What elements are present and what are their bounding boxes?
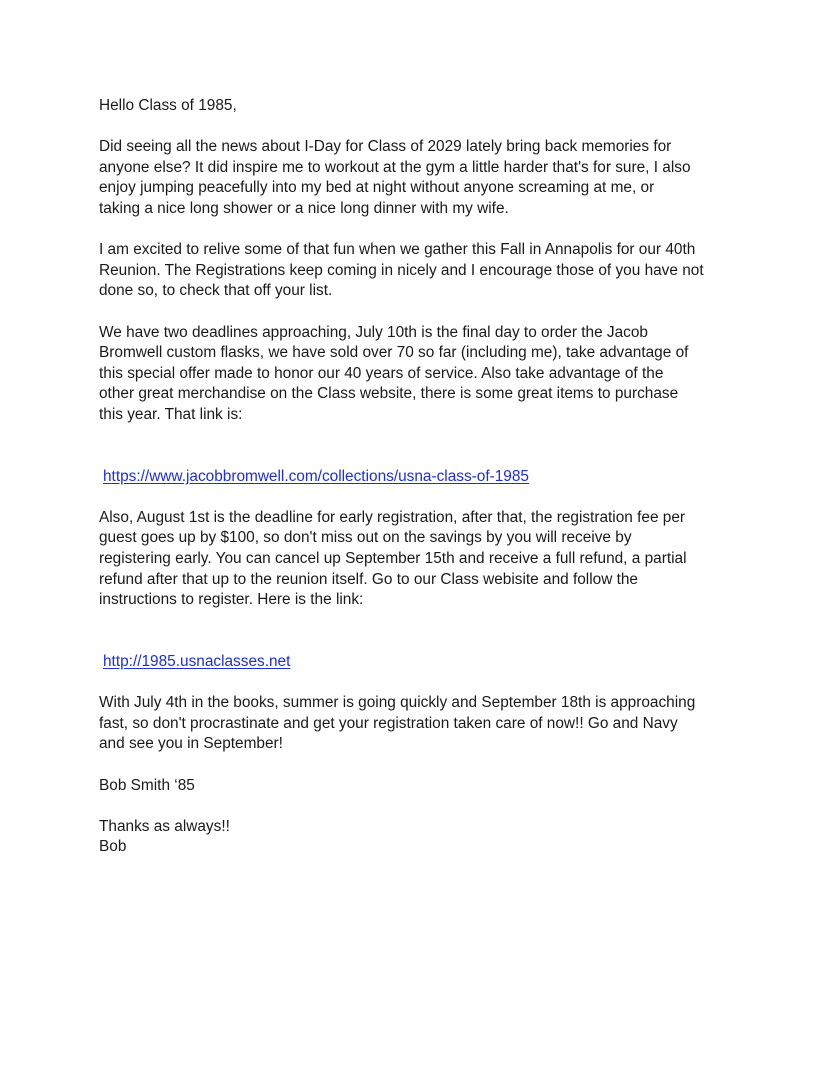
paragraph-deadlines: We have two deadlines approaching, July 10th is the final day to order the Jacob Bromwell custom flasks, we have sold over 70 so far (including me), take advantage of this special offer made to honor our 40 years of service. Also take advantage of the other great merchandise on the Class website, there is some great items to purchase this year. That link is:: [99, 323, 689, 423]
letter-body: [99, 96, 739, 858]
class-website-link[interactable]: http://1985.usnaclasses.net: [103, 653, 291, 671]
signature: Bob Smith ‘85: [99, 776, 195, 794]
merchandise-link[interactable]: https://www.jacobbromwell.com/collections/usna-class-of-1985: [103, 467, 529, 485]
paragraph-closing-remarks: With July 4th in the books, summer is going quickly and September 18th is approaching fast, so don't procrastinate and get your registration taken care of now!! Go and Navy and see you in September!: [99, 694, 696, 753]
paragraph-reunion: I am excited to relive some of that fun when we gather this Fall in Annapolis for our 40th Reunion. The Registrations keep coming in nicely and I encourage those of you have not done so, to check that off your list.: [99, 241, 704, 300]
closing-thanks: Thanks as always!!: [99, 817, 230, 835]
paragraph-iday-memories: Did seeing all the news about I-Day for Class of 2029 lately bring back memories for anyone else? It did inspire me to workout at the gym a little harder that's for sure, I also enjoy jumping peacefully into my bed at night without anyone screaming at me, or taking a nice long shower or a nice long dinner with my wife.: [99, 138, 691, 217]
closing-name: Bob: [99, 838, 127, 856]
merchandise-link-line: [103, 446, 739, 487]
greeting: Hello Class of 1985,: [99, 97, 237, 114]
class-website-link-line: [103, 631, 739, 672]
paragraph-registration: Also, August 1st is the deadline for early registration, after that, the registration fee per guest goes up by $100, so don't miss out on the savings by you will receive by registering early. You can cancel up September 15th and receive a full refund, a partial refund after that up to the reunion itself. Go to our Class webisite and follow the instructions to register. Here is the link:: [99, 508, 687, 609]
